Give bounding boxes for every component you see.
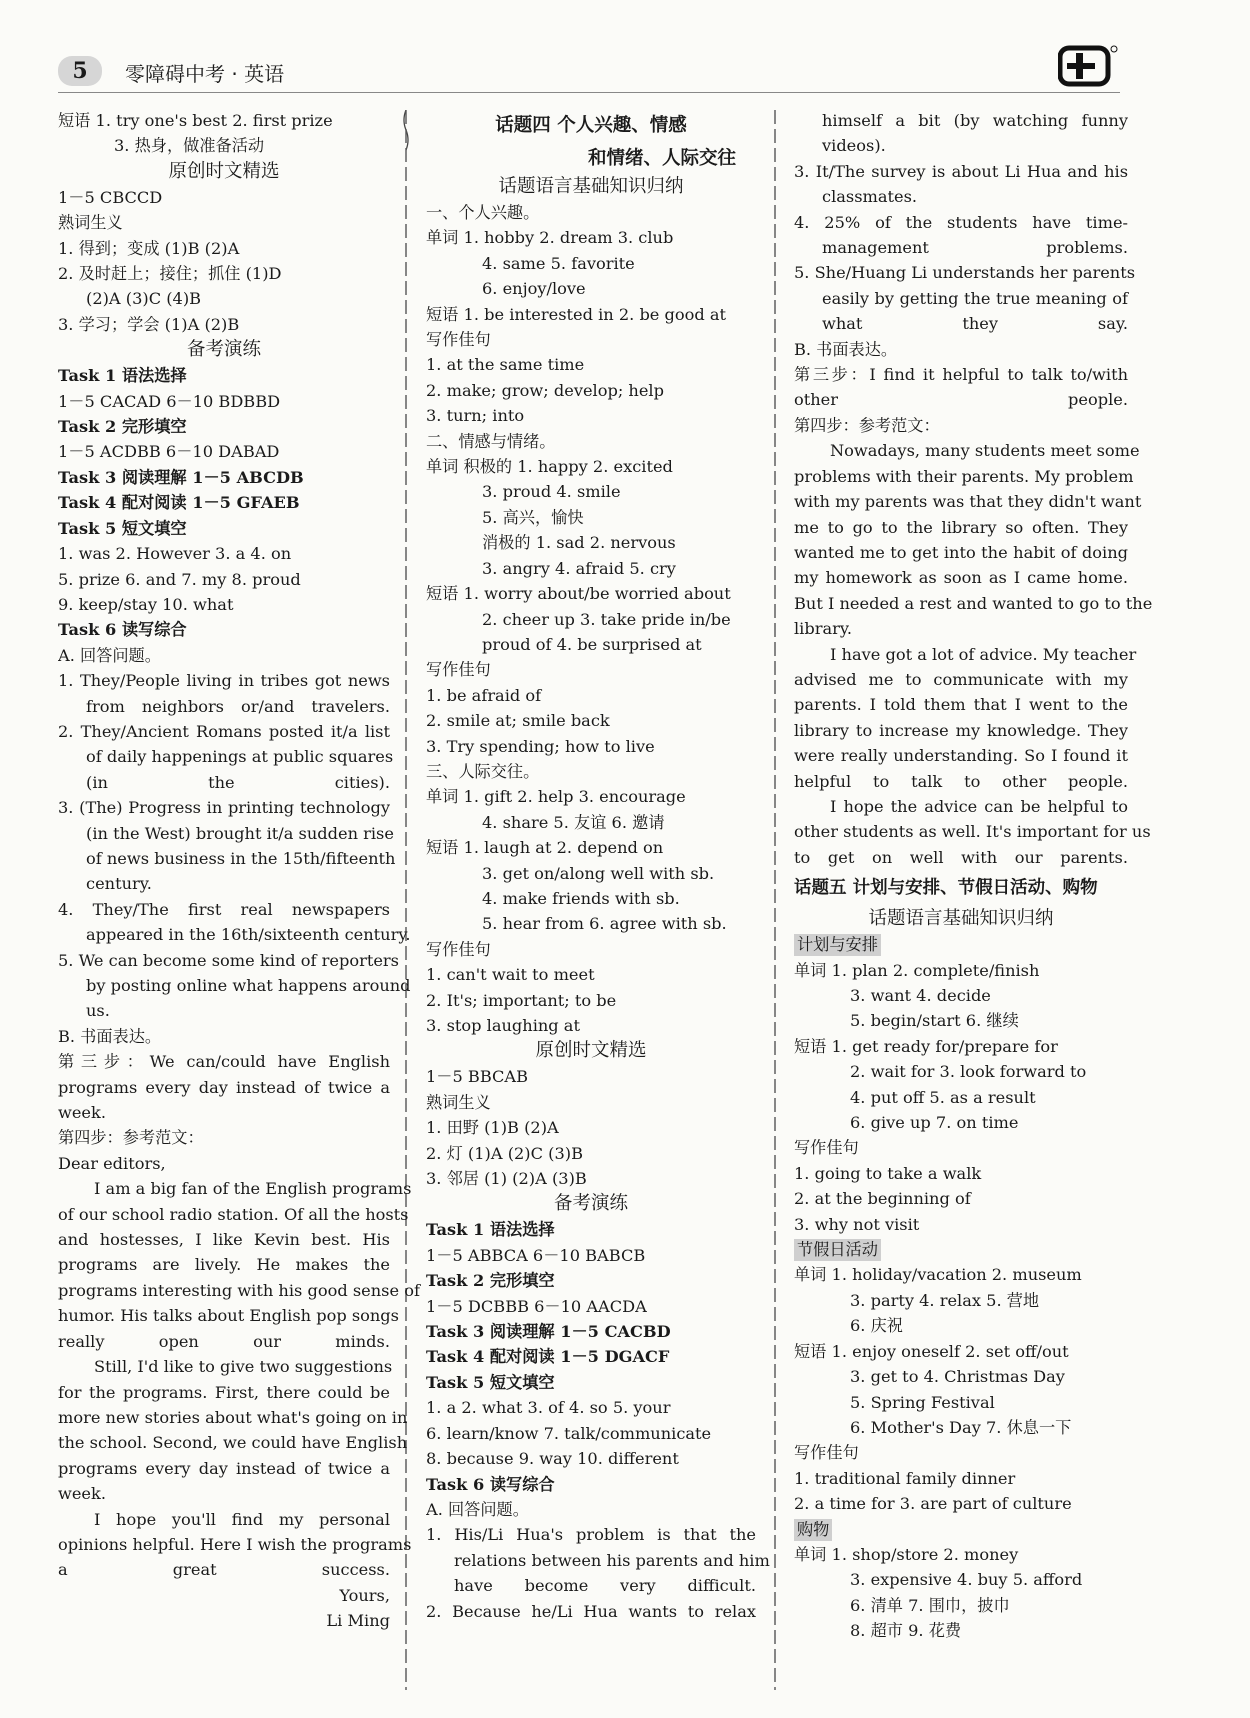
task-title: Task 2 完形填空	[426, 1271, 555, 1291]
answer-line: (2)A (3)C (4)B	[86, 289, 202, 309]
word-line: 单词 积极的 1. happy 2. excited	[426, 457, 673, 477]
task-title: Task 4 配对阅读 1－5 GFAEB	[58, 493, 300, 513]
essay-line: library to increase my knowledge. They	[794, 720, 1128, 740]
word-line: 单词 1. plan 2. complete/finish	[794, 960, 1040, 980]
category-tag: 计划与安排	[794, 934, 881, 956]
answer-line: have become very difficult.	[454, 1576, 756, 1596]
essay-line: and hostesses, I like Kevin best. His	[58, 1230, 390, 1250]
answer-line: (in the West) brought it/a sudden rise	[86, 823, 394, 843]
task-title: Task 3 阅读理解 1－5 ABCDB	[58, 467, 304, 487]
task-title: Task 1 语法选择	[426, 1220, 555, 1240]
answer-line: 1. They/People living in tribes got news	[58, 671, 390, 691]
task-title: Task 6 读写综合	[426, 1474, 555, 1494]
word-line: 3. proud 4. smile	[482, 482, 621, 502]
phrase-line: 短语 1. try one's best 2. first prize	[58, 111, 333, 130]
subsection-title: 写作佳句	[426, 330, 491, 350]
essay-line: programs interesting with his good sense of	[58, 1280, 420, 1300]
answer-line: 3. 学习；学会 (1)A (2)B	[58, 314, 240, 334]
word-line: 3. angry 4. afraid 5. cry	[482, 558, 676, 578]
answer-line: 第三步：I find it helpful to talk to/with	[794, 365, 1128, 385]
essay-line: parents. I told them that I went to the	[794, 695, 1128, 715]
answer-line: 1. a 2. what 3. of 4. so 5. your	[426, 1398, 671, 1418]
word-line: 6. 庆祝	[850, 1316, 903, 1336]
category-tag: 节假日活动	[794, 1239, 881, 1261]
word-line: 5. 高兴，愉快	[482, 507, 584, 527]
essay-line: I am a big fan of the English programs	[94, 1179, 412, 1199]
answer-line: other people.	[794, 390, 1128, 410]
answer-line: 1－5 ABBCA 6－10 BABCB	[426, 1245, 646, 1265]
answer-line: 1. was 2. However 3. a 4. on	[58, 544, 292, 564]
task-title: Task 4 配对阅读 1－5 DGACF	[426, 1347, 670, 1367]
book-title: 零障碍中考 · 英语	[125, 62, 285, 86]
answer-line: century.	[86, 874, 152, 894]
word-line: 3. expensive 4. buy 5. afford	[850, 1570, 1083, 1590]
answer-line: 3. 邻居 (1) (2)A (3)B	[426, 1169, 587, 1189]
answer-line: 1. 得到；变成 (1)B (2)A	[58, 238, 240, 258]
phrase-line: 6. give up 7. on time	[850, 1113, 1019, 1133]
essay-line: to get on well with our parents.	[794, 847, 1128, 867]
answer-line: 1－5 DCBBB 6－10 AACDA	[426, 1296, 647, 1316]
sentence-line: 1. at the same time	[426, 355, 585, 375]
answer-line: 1－5 BBCAB	[426, 1067, 528, 1087]
phrase-line: 短语 1. enjoy oneself 2. set off/out	[794, 1341, 1069, 1361]
task-title: Task 5 短文填空	[58, 518, 187, 538]
phrase-line: 短语 1. worry about/be worried about	[426, 584, 731, 604]
answer-line: appeared in the 16th/sixteenth century.	[86, 925, 411, 945]
essay-line: library.	[794, 619, 852, 639]
essay-line: really open our minds.	[58, 1331, 390, 1351]
word-line: 消极的 1. sad 2. nervous	[482, 533, 676, 553]
subsection-title: B. 书面表达。	[794, 339, 898, 359]
essay-signature: Li Ming	[326, 1611, 390, 1631]
answer-line: 5. We can become some kind of reporters	[58, 950, 399, 970]
essay-line: I hope the advice can be helpful to	[830, 796, 1128, 816]
answer-line: 6. learn/know 7. talk/communicate	[426, 1423, 712, 1443]
subsection-title: 熟词生义	[58, 213, 123, 233]
answer-line: what they say.	[822, 314, 1128, 334]
essay-line: with my parents was that they didn't want	[794, 492, 1142, 512]
word-line: 6. 清单 7. 围巾，披巾	[850, 1595, 1010, 1615]
phrase-line: 5. hear from 6. agree with sb.	[482, 914, 727, 934]
essay-line: I have got a lot of advice. My teacher	[830, 644, 1137, 664]
task-title: Task 1 语法选择	[58, 366, 187, 386]
answer-line: us.	[86, 1001, 110, 1021]
essay-line: were really understanding. So I found it	[794, 746, 1128, 766]
essay-line: other students as well. It's important for us	[794, 822, 1151, 842]
word-line: 4. same 5. favorite	[482, 253, 635, 273]
column-2	[426, 108, 770, 1624]
answer-line: (in the cities).	[86, 772, 390, 792]
answer-line: 1－5 CACAD 6－10 BDBBD	[58, 391, 281, 411]
answer-line: 3. It/The survey is about Li Hua and his	[794, 161, 1128, 181]
word-line: 单词 1. holiday/vacation 2. museum	[794, 1265, 1082, 1285]
answer-line: 4. 25% of the students have time-	[794, 212, 1128, 232]
phrase-line: 4. make friends with sb.	[482, 888, 680, 908]
page-header	[0, 0, 1250, 100]
essay-line: But I needed a rest and wanted to go to the	[794, 593, 1153, 613]
section-heading: 备考演练	[553, 1193, 628, 1215]
answer-line: 第三步：We can/could have English	[58, 1052, 390, 1072]
answer-line: programs every day instead of twice a	[58, 1077, 390, 1097]
sentence-line: 1. traditional family dinner	[794, 1468, 1016, 1488]
word-line: 6. enjoy/love	[482, 279, 586, 299]
answer-line: 5. prize 6. and 7. my 8. proud	[58, 569, 301, 589]
phrase-line: 短语 1. laugh at 2. depend on	[426, 838, 664, 858]
section-heading: 话题语言基础知识归纳	[868, 908, 1054, 930]
word-line: 单词 1. gift 2. help 3. encourage	[426, 787, 686, 807]
essay-line: for the programs. First, there could be	[58, 1382, 390, 1402]
column-3	[794, 108, 1153, 1644]
phrase-line: 短语 1. get ready for/prepare for	[794, 1036, 1058, 1056]
answer-line: 2. 及时赶上；接住；抓住 (1)D	[58, 264, 282, 284]
sentence-line: 3. Try spending; how to live	[426, 736, 655, 756]
answer-line: of news business in the 15th/fifteenth	[86, 848, 396, 868]
topic-title: 话题五 计划与安排、节假日活动、购物	[794, 878, 1098, 899]
answer-line: week.	[58, 1103, 106, 1123]
subsection-title: 熟词生义	[426, 1092, 491, 1112]
essay-line: humor. His talks about English pop songs	[58, 1306, 399, 1326]
phrase-line: 5. Spring Festival	[850, 1392, 995, 1412]
subsection-title: 第四步：参考范文：	[794, 415, 940, 435]
answer-line: 3. (The) Progress in printing technology	[58, 798, 390, 818]
column-divider-1	[402, 110, 410, 1690]
phrase-line: 2. wait for 3. look forward to	[850, 1062, 1087, 1082]
subsection-title: 写作佳句	[794, 1443, 859, 1463]
answer-line: 2. Because he/Li Hua wants to relax	[426, 1601, 756, 1621]
word-line: 3. want 4. decide	[850, 986, 991, 1005]
essay-line: problems with their parents. My problem	[794, 466, 1134, 486]
topic-title: 和情绪、人际交往	[587, 148, 736, 169]
section-heading: 原创时文精选	[168, 160, 280, 182]
answer-line: easily by getting the true meaning of	[822, 288, 1128, 308]
category-tag: 购物	[794, 1519, 832, 1541]
answer-line: 5. She/Huang Li understands her parents	[794, 263, 1136, 283]
essay-line: Still, I'd like to give two suggestions	[94, 1357, 393, 1377]
task-title: Task 2 完形填空	[58, 417, 187, 437]
answer-line: management problems.	[822, 238, 1128, 258]
answer-line: of daily happenings at public squares	[86, 747, 394, 767]
sentence-line: 2. make; grow; develop; help	[426, 380, 664, 400]
essay-line: of our school radio station. Of all the hosts	[58, 1204, 409, 1224]
essay-line: programs every day instead of twice a	[58, 1458, 390, 1478]
answer-line: videos).	[822, 136, 886, 156]
topic-title: 话题四 个人兴趣、情感	[495, 115, 687, 136]
subsection-title: A. 回答问题。	[58, 645, 161, 665]
sentence-line: 2. It's; important; to be	[426, 990, 617, 1010]
publisher-logo-icon	[1058, 44, 1118, 90]
phrase-line: 3. get on/along well with sb.	[482, 863, 715, 883]
task-title: Task 3 阅读理解 1－5 CACBD	[426, 1322, 671, 1342]
task-title: Task 6 读写综合	[58, 620, 187, 640]
answer-line: 4. They/The first real newspapers	[58, 899, 390, 919]
sentence-line: 2. at the beginning of	[794, 1189, 971, 1209]
answer-line: 8. because 9. way 10. different	[426, 1449, 679, 1469]
sentence-line: 2. smile at; smile back	[426, 711, 610, 731]
sentence-line: 3. why not visit	[794, 1214, 920, 1234]
answer-line: relations between his parents and him	[454, 1550, 770, 1570]
task-title: Task 5 短文填空	[426, 1372, 555, 1392]
sentence-line: 3. turn; into	[426, 406, 525, 426]
page-number: 5	[58, 56, 102, 86]
word-line: 5. begin/start 6. 继续	[850, 1011, 1019, 1031]
essay-line: wanted me to get into the habit of doing	[794, 542, 1128, 562]
subsection-title: 一、个人兴趣。	[426, 203, 540, 222]
phrase-line: 4. put off 5. as a result	[850, 1087, 1036, 1107]
word-line: 3. party 4. relax 5. 营地	[850, 1290, 1040, 1310]
essay-line: helpful to talk to other people.	[794, 771, 1128, 791]
essay-line: advised me to communicate with my	[794, 669, 1128, 689]
answer-line: 2. They/Ancient Romans posted it/a list	[58, 721, 390, 741]
essay-greeting: Dear editors,	[58, 1153, 166, 1173]
essay-line: more new stories about what's going on in	[58, 1407, 408, 1427]
phrase-line: 3. get to 4. Christmas Day	[850, 1367, 1065, 1387]
sentence-line: 3. stop laughing at	[426, 1016, 580, 1035]
essay-closing: Yours,	[339, 1585, 390, 1605]
answer-line: 1－5 ACDBB 6－10 DABAD	[58, 442, 280, 462]
section-heading: 备考演练	[186, 339, 261, 361]
section-heading: 话题语言基础知识归纳	[498, 176, 684, 197]
essay-line: my homework as soon as I came home.	[794, 568, 1128, 588]
answer-line: from neighbors or/and travelers.	[86, 696, 390, 716]
column-1	[58, 108, 420, 1634]
phrase-line: 2. cheer up 3. take pride in/be	[482, 609, 731, 629]
sentence-line: 1. can't wait to meet	[426, 965, 595, 985]
essay-line: opinions helpful. Here I wish the programs	[58, 1534, 412, 1554]
phrase-line: 短语 1. be interested in 2. be good at	[426, 304, 727, 324]
subsection-title: 写作佳句	[426, 660, 491, 680]
answer-line: by posting online what happens around	[86, 976, 411, 995]
phrase-line: 3. 热身，做准备活动	[114, 136, 265, 156]
phrase-line: 6. Mother's Day 7. 休息一下	[850, 1417, 1072, 1437]
sentence-line: 1. going to take a walk	[794, 1163, 982, 1183]
word-line: 4. share 5. 友谊 6. 邀请	[482, 812, 665, 832]
column-divider-2	[771, 110, 779, 1690]
essay-line: the school. Second, we could have English	[58, 1433, 408, 1453]
header-rule	[58, 92, 1120, 93]
word-line: 单词 1. shop/store 2. money	[794, 1544, 1019, 1564]
subsection-title: 二、情感与情绪。	[426, 431, 556, 451]
essay-line: week.	[58, 1484, 106, 1504]
subsection-title: 写作佳句	[794, 1138, 859, 1158]
word-line: 8. 超市 9. 花费	[850, 1621, 962, 1641]
subsection-title: B. 书面表达。	[58, 1026, 162, 1046]
essay-line: me to go to the library so often. They	[794, 517, 1128, 537]
subsection-title: 第四步：参考范文：	[58, 1128, 204, 1148]
answer-line: 1. His/Li Hua's problem is that the	[426, 1525, 756, 1545]
subsection-title: A. 回答问题。	[426, 1499, 529, 1519]
answer-line: 1－5 CBCCD	[58, 187, 163, 207]
section-heading: 原创时文精选	[535, 1040, 647, 1062]
answer-line: 2. 灯 (1)A (2)C (3)B	[426, 1143, 583, 1163]
sentence-line: 2. a time for 3. are part of culture	[794, 1494, 1072, 1514]
essay-line: a great success.	[58, 1560, 390, 1580]
answer-line: 1. 田野 (1)B (2)A	[426, 1118, 559, 1138]
answer-line: classmates.	[822, 187, 918, 207]
sentence-line: 1. be afraid of	[426, 685, 542, 705]
essay-line: programs are lively. He makes the	[58, 1255, 390, 1275]
subsection-title: 写作佳句	[426, 939, 491, 959]
phrase-line: proud of 4. be surprised at	[482, 634, 702, 654]
essay-line: I hope you'll find my personal	[94, 1509, 390, 1529]
essay-line: Nowadays, many students meet some	[830, 441, 1140, 461]
answer-line: himself a bit (by watching funny	[822, 111, 1128, 130]
subsection-title: 三、人际交往。	[426, 761, 540, 781]
answer-line: 9. keep/stay 10. what	[58, 594, 234, 614]
word-line: 单词 1. hobby 2. dream 3. club	[426, 228, 674, 248]
